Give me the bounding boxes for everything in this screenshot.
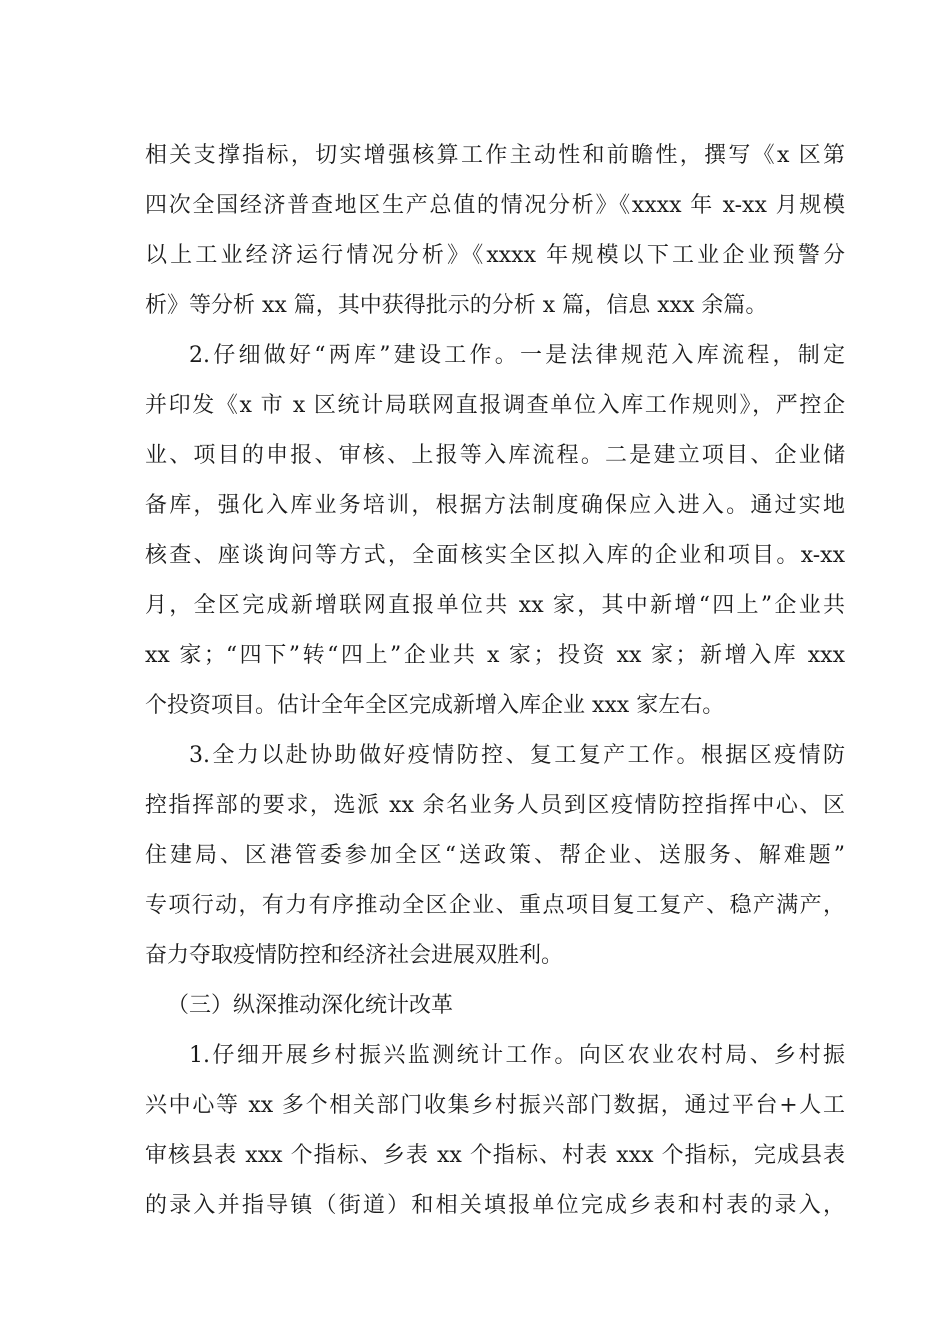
paragraph-line: 专项行动，有力有序推动全区企业、重点项目复工复产、稳产满产， [145,893,845,918]
paragraph-line: 兴中心等 xx 多个相关部门收集乡村振兴部门数据，通过平台+人工 [145,1093,845,1118]
paragraph-line: 奋力夺取疫情防控和经济社会进展双胜利。 [145,943,564,968]
paragraph-line: 以上工业经济运行情况分析》《xxxx 年规模以下工业企业预警分 [145,243,845,268]
paragraph-line: xx 家；“四下”转“四上”企业共 x 家；投资 xx 家；新增入库 xxx [145,643,845,668]
paragraph-line: 个投资项目。估计全年全区完成新增入库企业 xxx 家左右。 [145,693,725,718]
section-heading: （三）纵深推动深化统计改革 [167,993,454,1018]
paragraph-line: 审核县表 xxx 个指标、乡表 xx 个指标、村表 xxx 个指标，完成县表 [145,1143,845,1168]
paragraph-line: 备库，强化入库业务培训，根据方法制度确保应入进入。通过实地 [145,493,845,518]
paragraph-line: 1.仔细开展乡村振兴监测统计工作。向区农业农村局、乡村振 [189,1043,845,1068]
document-body [145,131,845,1231]
paragraph-line: 析》等分析 xx 篇，其中获得批示的分析 x 篇，信息 xxx 余篇。 [145,293,768,318]
paragraph-line: 并印发《x 市 x 区统计局联网直报调查单位入库工作规则》，严控企 [145,393,845,418]
paragraph-line: 3.全力以赴协助做好疫情防控、复工复产工作。根据区疫情防 [189,743,845,768]
paragraph-line: 相关支撑指标，切实增强核算工作主动性和前瞻性，撰写《x 区第 [145,143,845,168]
paragraph-line: 核查、座谈询问等方式，全面核实全区拟入库的企业和项目。x-xx [145,543,845,568]
paragraph-line: 月，全区完成新增联网直报单位共 xx 家，其中新增“四上”企业共 [145,593,846,618]
paragraph-line: 控指挥部的要求，选派 xx 余名业务人员到区疫情防控指挥中心、区 [145,793,845,818]
paragraph-line: 的录入并指导镇（街道）和相关填报单位完成乡表和村表的录入， [145,1193,845,1218]
paragraph-line: 四次全国经济普查地区生产总值的情况分析》《xxxx 年 x-xx 月规模 [145,193,845,218]
paragraph-line: 业、项目的申报、审核、上报等入库流程。二是建立项目、企业储 [145,443,845,468]
paragraph-line: 住建局、区港管委参加全区“送政策、帮企业、送服务、解难题” [145,843,845,868]
paragraph-line: 2.仔细做好“两库”建设工作。一是法律规范入库流程，制定 [189,343,845,368]
